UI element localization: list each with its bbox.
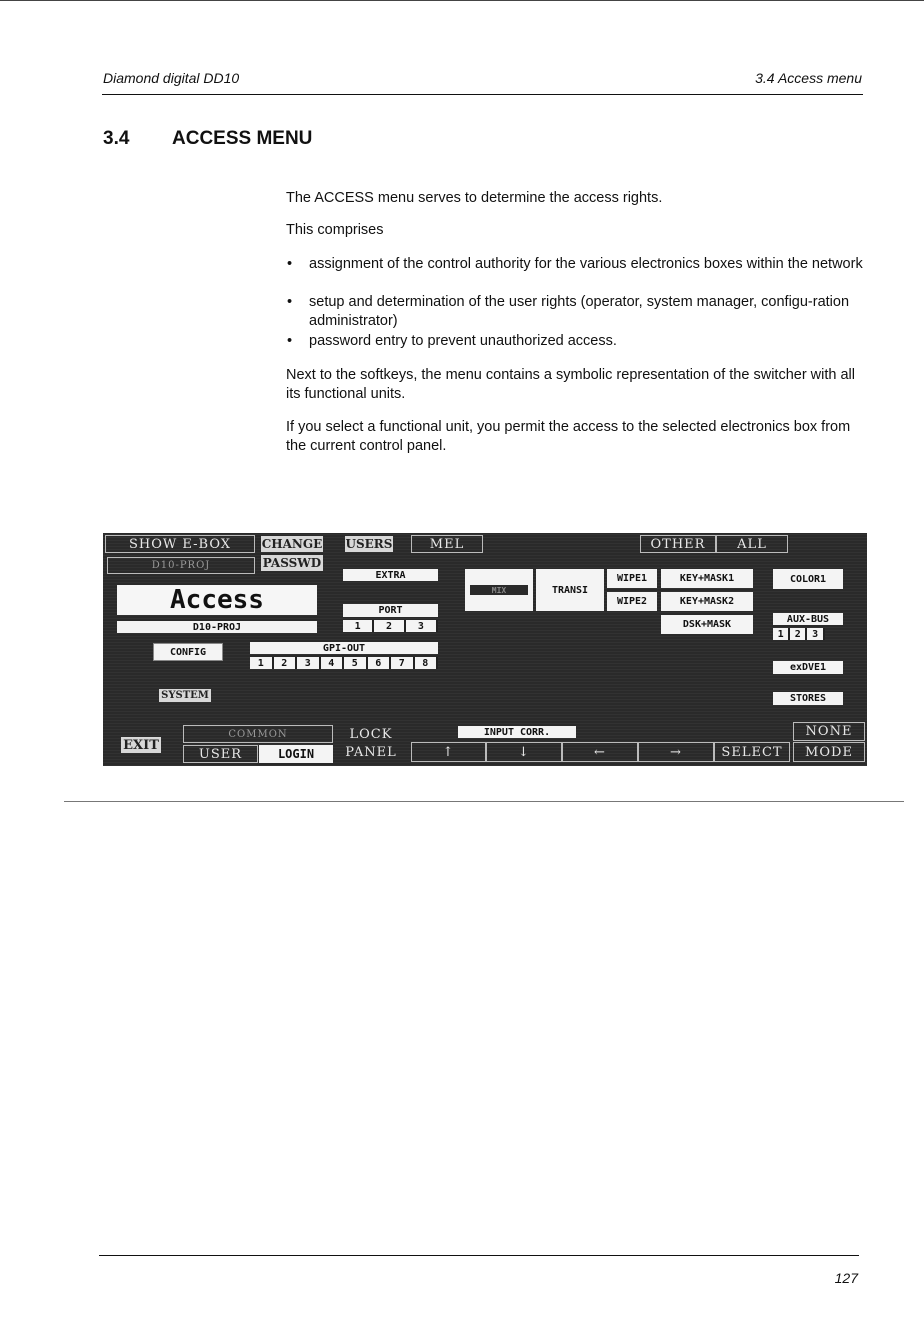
panel-softkey[interactable]: PANEL bbox=[345, 744, 397, 760]
project-label: D10-PROJ bbox=[117, 621, 317, 633]
extra-unit[interactable]: EXTRA bbox=[343, 569, 438, 581]
show-ebox-softkey[interactable]: SHOW E-BOX bbox=[105, 535, 255, 553]
gpi-number[interactable]: 3 bbox=[297, 657, 321, 669]
input-corr-softkey[interactable]: INPUT CORR. bbox=[458, 726, 576, 738]
gpi-number[interactable]: 5 bbox=[344, 657, 368, 669]
running-header-right: 3.4 Access menu bbox=[755, 70, 862, 86]
gpi-number[interactable]: 4 bbox=[321, 657, 345, 669]
arrow-right-softkey[interactable]: → bbox=[638, 742, 714, 762]
other-softkey[interactable]: OTHER bbox=[640, 535, 716, 553]
intro-paragraph: The ACCESS menu serves to determine the access rights. bbox=[286, 190, 663, 206]
all-softkey[interactable]: ALL bbox=[716, 535, 788, 553]
user-softkey[interactable]: USER bbox=[183, 745, 258, 763]
aux-number[interactable]: 2 bbox=[790, 628, 807, 640]
wipe1-unit[interactable]: WIPE1 bbox=[607, 569, 657, 588]
change-softkey[interactable]: CHANGE bbox=[261, 537, 323, 551]
color1-unit[interactable]: COLOR1 bbox=[773, 569, 843, 589]
list-item: • setup and determination of the user rights (operator, system manager, configu-ration administrator) bbox=[287, 293, 867, 331]
aux-number[interactable]: 3 bbox=[807, 628, 825, 640]
config-unit[interactable]: CONFIG bbox=[153, 643, 223, 661]
bullet-text: setup and determination of the user rights (operator, system manager, configu-ration administrator) bbox=[309, 294, 850, 329]
aux-bus-unit[interactable]: AUX-BUS bbox=[773, 613, 843, 625]
gpi-number[interactable]: 1 bbox=[250, 657, 274, 669]
exit-softkey[interactable]: EXIT bbox=[121, 737, 161, 753]
access-menu-screenshot bbox=[103, 533, 867, 766]
top-edge-rule bbox=[0, 0, 924, 1]
arrow-down-softkey[interactable]: ↓ bbox=[486, 742, 562, 762]
footer-rule bbox=[99, 1255, 859, 1256]
passwd-softkey[interactable]: PASSWD bbox=[262, 556, 322, 570]
gpi-number[interactable]: 7 bbox=[391, 657, 415, 669]
select-unit-paragraph: If you select a functional unit, you permit the access to the selected electronics box from the current control panel. bbox=[286, 419, 851, 454]
softkeys-paragraph: Next to the softkeys, the menu contains a symbolic representation of the switcher with all its functional units. bbox=[286, 367, 855, 402]
port-number[interactable]: 3 bbox=[406, 620, 438, 632]
users-softkey[interactable]: USERS bbox=[345, 537, 393, 551]
divider-rule bbox=[64, 801, 904, 802]
port-unit[interactable]: PORT bbox=[343, 604, 438, 617]
gpi-number-row bbox=[250, 657, 438, 669]
port-number[interactable]: 1 bbox=[343, 620, 374, 632]
common-softkey[interactable]: COMMON bbox=[183, 725, 333, 743]
bullet-text: assignment of the control authority for the various electronics boxes within the network bbox=[309, 256, 863, 272]
system-unit[interactable]: SYSTEM bbox=[159, 689, 211, 702]
running-header-left: Diamond digital DD10 bbox=[103, 70, 240, 86]
gpi-number[interactable]: 8 bbox=[415, 657, 439, 669]
section-title: ACCESS MENU bbox=[172, 128, 313, 149]
bullet-text: password entry to prevent unauthorized access. bbox=[309, 333, 617, 349]
key-mask1-unit[interactable]: KEY+MASK1 bbox=[661, 569, 753, 588]
transi-unit[interactable]: TRANSI bbox=[536, 569, 604, 611]
header-rule bbox=[102, 94, 863, 95]
aux-number-row bbox=[773, 628, 825, 640]
login-softkey[interactable]: LOGIN bbox=[259, 745, 333, 763]
aux-number[interactable]: 1 bbox=[773, 628, 790, 640]
stores-unit[interactable]: STORES bbox=[773, 692, 843, 705]
key-mask2-unit[interactable]: KEY+MASK2 bbox=[661, 592, 753, 611]
gpi-out-unit[interactable]: GPI-OUT bbox=[250, 642, 438, 654]
port-number-row bbox=[343, 620, 438, 632]
mel-softkey[interactable]: MEL bbox=[411, 535, 483, 553]
select-softkey[interactable]: SELECT bbox=[714, 742, 790, 762]
mix-unit-frame bbox=[465, 569, 533, 611]
mix-unit[interactable]: MIX bbox=[470, 585, 528, 595]
gpi-number[interactable]: 6 bbox=[368, 657, 392, 669]
arrow-up-softkey[interactable]: ↑ bbox=[411, 742, 486, 762]
none-softkey[interactable]: NONE bbox=[793, 722, 865, 741]
arrow-left-softkey[interactable]: ← bbox=[562, 742, 638, 762]
menu-title: Access bbox=[117, 585, 317, 615]
list-item: • assignment of the control authority for the various electronics boxes within the network bbox=[287, 256, 863, 272]
comprises-paragraph: This comprises bbox=[286, 222, 384, 238]
list-item: • password entry to prevent unauthorized access. bbox=[287, 332, 867, 351]
gpi-number[interactable]: 2 bbox=[274, 657, 298, 669]
section-number: 3.4 bbox=[103, 128, 130, 149]
dsk-mask-unit[interactable]: DSK+MASK bbox=[661, 615, 753, 634]
wipe2-unit[interactable]: WIPE2 bbox=[607, 592, 657, 611]
port-number[interactable]: 2 bbox=[374, 620, 405, 632]
project-small-label: D10-PROJ bbox=[107, 557, 255, 574]
mode-softkey[interactable]: MODE bbox=[793, 742, 865, 762]
lock-softkey[interactable]: LOCK bbox=[349, 726, 393, 742]
exdve1-unit[interactable]: exDVE1 bbox=[773, 661, 843, 674]
page-number: 127 bbox=[834, 1270, 858, 1286]
